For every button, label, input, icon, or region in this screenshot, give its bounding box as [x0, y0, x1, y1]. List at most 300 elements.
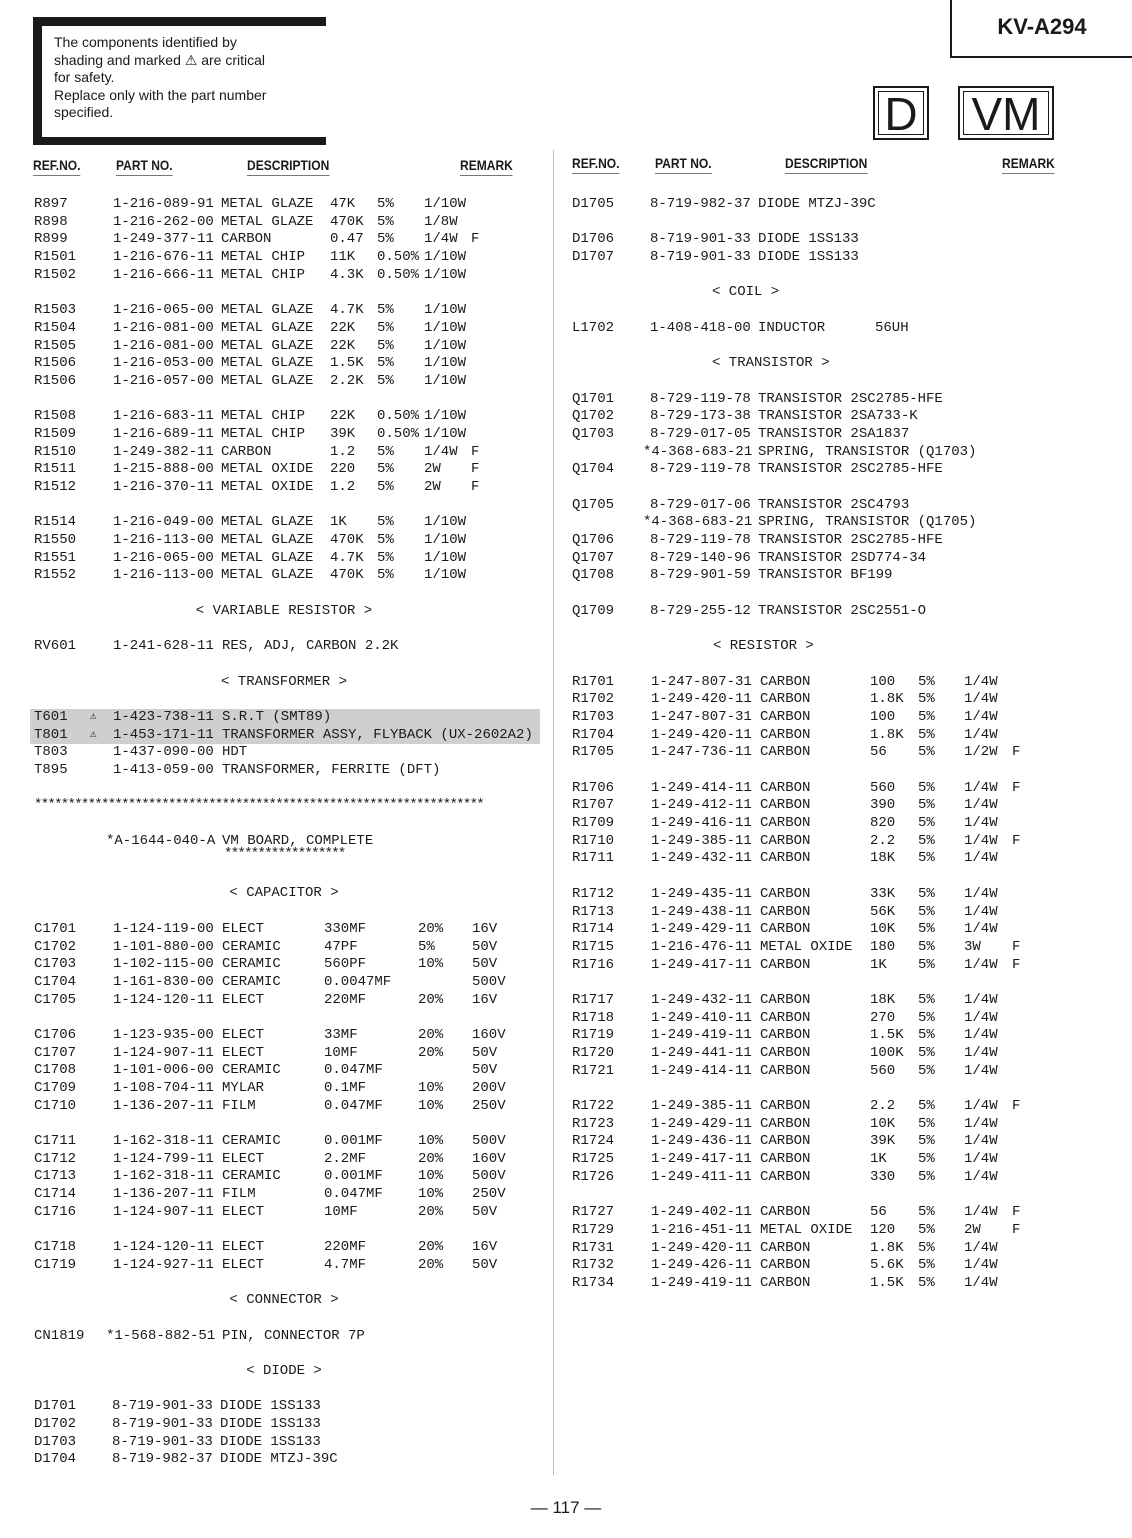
rating: 1/4W: [964, 1133, 998, 1150]
part-no: 1-247-807-31: [651, 673, 752, 690]
table-row: [34, 939, 534, 957]
value: 22K: [330, 319, 356, 336]
description: TRANSISTOR 2SC2785-HFE: [758, 532, 943, 549]
tag-vm: [958, 86, 1054, 140]
ref-no: T895: [34, 762, 68, 778]
voltage: 250V: [472, 1097, 506, 1114]
description: TRANSISTOR 2SA1837: [758, 425, 910, 442]
part-no: 1-249-429-11: [651, 921, 752, 938]
part-no: 1-216-081-00: [113, 337, 214, 354]
ref-no: R1511: [34, 461, 77, 478]
tolerance: 20%: [418, 991, 444, 1008]
table-row: [572, 1169, 1072, 1187]
description: CARBON: [760, 1257, 811, 1274]
column-divider: [553, 150, 554, 1475]
notice-line: for safety.: [54, 69, 115, 85]
description: CARBON: [760, 832, 811, 849]
tolerance: 5%: [918, 832, 935, 849]
value: 10MF: [324, 1044, 358, 1061]
table-row: [34, 1062, 534, 1080]
part-no: 1-162-318-11: [113, 1168, 214, 1185]
value: 5.6K: [870, 1257, 904, 1274]
tolerance: 5%: [377, 443, 394, 460]
voltage: 160V: [472, 1150, 506, 1167]
ref-no: T601: [34, 708, 68, 725]
table-row: [572, 744, 1072, 762]
value: 0.47: [330, 231, 364, 248]
rating: 1/4W: [964, 673, 998, 690]
part-no: 1-247-807-31: [651, 708, 752, 725]
voltage: 50V: [472, 1044, 498, 1061]
header-part-right: PART NO.: [655, 155, 712, 174]
ref-no: C1703: [34, 956, 77, 973]
ref-no: Q1705: [572, 496, 615, 513]
tolerance: 20%: [418, 1026, 444, 1043]
part-no: 1-249-432-11: [651, 991, 752, 1008]
description: METAL OXIDE: [760, 938, 853, 955]
table-row: [572, 815, 1072, 833]
tolerance: 0.50%: [377, 266, 420, 283]
table-row: [34, 1186, 534, 1204]
value: 1.2: [330, 443, 356, 460]
part-no: 1-249-426-11: [651, 1257, 752, 1274]
ref-no: R1550: [34, 532, 77, 549]
table-row: [34, 567, 534, 585]
tolerance: 5%: [918, 797, 935, 814]
description: SPRING, TRANSISTOR (Q1703): [758, 443, 977, 460]
remark: F: [1012, 744, 1021, 761]
header-ref-left: REF.NO.: [33, 157, 81, 176]
header-part-left: PART NO.: [116, 157, 173, 176]
tolerance: 10%: [418, 1186, 444, 1203]
tolerance: 5%: [377, 549, 394, 566]
ref-no: C1719: [34, 1256, 77, 1273]
l1702-row: [572, 320, 1072, 338]
value: 180: [870, 938, 896, 955]
part-no: 1-437-090-00: [113, 744, 214, 761]
part-no: 1-215-888-00: [113, 461, 214, 478]
tolerance: 5%: [918, 1133, 935, 1150]
ref-no: R1712: [572, 885, 615, 902]
tolerance: 5%: [918, 1221, 935, 1238]
ref-no: R1705: [572, 744, 615, 761]
description: ELECT: [222, 1026, 265, 1043]
ref-no: R1503: [34, 302, 77, 319]
board-stars-row: [34, 846, 534, 863]
table-row: [34, 1204, 534, 1222]
tolerance: 5%: [377, 479, 394, 495]
tolerance: 5%: [377, 302, 394, 319]
table-row: [34, 921, 534, 939]
value: 2.2MF: [324, 1150, 367, 1167]
ref-no: C1711: [34, 1133, 77, 1150]
tolerance: 10%: [418, 1080, 444, 1096]
table-row: [34, 461, 534, 479]
description: CERAMIC: [222, 938, 281, 955]
remark: F: [1012, 1204, 1021, 1221]
table-row: [34, 1168, 534, 1186]
value: 100K: [870, 1045, 904, 1061]
value: 470K: [330, 532, 364, 549]
rating: 2W: [424, 479, 441, 495]
voltage: 16V: [472, 920, 498, 937]
value: 22K: [330, 337, 356, 354]
value: 1.8K: [870, 691, 904, 708]
part-no: 1-216-049-00: [113, 514, 214, 531]
table-row: [34, 1416, 534, 1434]
ref-no: Q1709: [572, 602, 615, 619]
ref-no: R1701: [572, 673, 615, 690]
tolerance: 5%: [377, 372, 394, 389]
t803-row: [34, 744, 534, 762]
table-row: [34, 1098, 534, 1116]
ref-no: R1505: [34, 337, 77, 354]
tolerance: 10%: [418, 1097, 444, 1114]
rating: 1/4W: [964, 1009, 998, 1026]
part-no: 1-216-113-00: [113, 532, 214, 549]
group-r-d: [572, 992, 1072, 1080]
description: DIODE 1SS133: [758, 231, 859, 248]
value: 33MF: [324, 1026, 358, 1043]
ref-no: R1723: [572, 1115, 615, 1132]
value: 4.7MF: [324, 1256, 367, 1273]
part-no: 8-719-901-33: [112, 1433, 213, 1450]
rating: 1/10W: [424, 514, 467, 531]
part-no: 1-216-089-91: [113, 196, 214, 212]
value: 0.047MF: [324, 1097, 383, 1114]
part-no: 1-249-420-11: [651, 726, 752, 743]
description: TRANSFORMER ASSY, FLYBACK (UX-2602A2): [222, 726, 533, 743]
voltage: 200V: [472, 1080, 506, 1096]
ref-no: R1502: [34, 266, 77, 283]
part-no: 1-249-417-11: [651, 956, 752, 973]
value: 120: [870, 1221, 896, 1238]
description: ELECT: [222, 1203, 265, 1220]
rating: 1/4W: [964, 779, 998, 796]
part-no: 1-216-683-11: [113, 408, 214, 425]
part-no: 1-124-799-11: [113, 1150, 214, 1167]
table-row: [572, 691, 1072, 709]
ref-no: C1716: [34, 1203, 77, 1220]
description: METAL CHIP: [221, 249, 306, 266]
value: 1K: [870, 1151, 887, 1168]
value: 18K: [870, 850, 896, 867]
tolerance: 5%: [377, 213, 394, 230]
part-no: 1-216-065-00: [113, 302, 214, 319]
tolerance: 5%: [918, 691, 935, 708]
tolerance: 10%: [418, 1133, 444, 1150]
safety-highlight-block: [34, 709, 534, 744]
table-row: [572, 1116, 1072, 1134]
table-row: [34, 1239, 534, 1257]
value: 220MF: [324, 1239, 367, 1256]
voltage: 500V: [472, 973, 506, 990]
safety-notice: [33, 17, 326, 145]
ref-no: C1709: [34, 1080, 77, 1096]
value: 10MF: [324, 1203, 358, 1220]
rating: 1/10W: [424, 302, 467, 319]
rating: 1/4W: [964, 1257, 998, 1274]
ref-no: Q1701: [572, 390, 615, 407]
table-row: [572, 1257, 1072, 1275]
value: 4.3K: [330, 266, 364, 283]
description: ELECT: [222, 1256, 265, 1273]
table-row: [572, 249, 1072, 267]
tolerance: 5%: [918, 1009, 935, 1026]
section-capacitor: < CAPACITOR >: [229, 885, 339, 902]
rating: 1/4W: [964, 1168, 998, 1185]
value: 56K: [870, 903, 896, 920]
part-no: 1-408-418-00: [650, 319, 751, 336]
rating: 1/4W: [964, 832, 998, 849]
value: 22K: [330, 408, 356, 425]
description: METAL GLAZE: [221, 302, 314, 319]
tolerance: 5%: [377, 514, 394, 531]
table-row: [572, 992, 1072, 1010]
value: 470K: [330, 567, 364, 584]
remark: F: [1012, 938, 1021, 955]
ref-no: CN1819: [34, 1327, 85, 1344]
ref-no: R899: [34, 231, 68, 248]
tolerance: 5%: [918, 1115, 935, 1132]
ref-no: R1501: [34, 249, 77, 266]
ref-no: C1701: [34, 920, 77, 937]
description: CARBON: [760, 1151, 811, 1168]
ref-no: R1734: [572, 1274, 615, 1291]
rating: 1/4W: [964, 726, 998, 743]
remark: F: [1012, 956, 1021, 973]
description: TRANSISTOR 2SD774-34: [758, 549, 927, 566]
value: 2.2: [870, 832, 896, 849]
description: CARBON: [760, 850, 811, 867]
value: 47K: [330, 196, 356, 212]
table-row: [572, 904, 1072, 922]
tolerance: 5%: [918, 726, 935, 743]
tag-d-label: D: [878, 91, 924, 135]
description: DIODE 1SS133: [758, 249, 859, 266]
part-no: 1-216-081-00: [113, 319, 214, 336]
rating: 1/4W: [964, 797, 998, 814]
ref-no: R1717: [572, 991, 615, 1008]
rating: 1/10W: [424, 337, 467, 354]
section-connector: < CONNECTOR >: [229, 1292, 339, 1309]
value: 1.5K: [330, 355, 364, 372]
table-row: [34, 249, 534, 267]
description: METAL GLAZE: [221, 196, 314, 212]
part-no: 8-729-017-06: [650, 496, 751, 513]
tolerance: 20%: [418, 1150, 444, 1167]
table-row: [572, 1222, 1072, 1240]
ref-no: R1726: [572, 1168, 615, 1185]
description: METAL CHIP: [221, 425, 306, 442]
notice-line: The components identified by: [54, 34, 237, 50]
table-row: [34, 267, 534, 285]
remark: F: [1012, 1098, 1021, 1115]
table-row: [572, 1151, 1072, 1169]
part-no: 1-249-402-11: [651, 1204, 752, 1221]
ref-no: R1706: [572, 779, 615, 796]
ref-no: R1718: [572, 1009, 615, 1026]
voltage: 500V: [472, 1133, 506, 1150]
description: CARBON: [760, 991, 811, 1008]
description: METAL GLAZE: [221, 567, 314, 584]
value: 1.2: [330, 479, 356, 495]
rating: 1/8W: [424, 213, 458, 230]
description: ELECT: [222, 1239, 265, 1256]
safety-warning-icon: ⚠: [90, 728, 97, 741]
value: 2.2: [870, 1098, 896, 1115]
part-no: 1-101-006-00: [113, 1062, 214, 1079]
description: TRANSISTOR 2SC2551-O: [758, 602, 927, 619]
description: DIODE 1SS133: [220, 1433, 321, 1450]
table-row: [572, 231, 1072, 249]
ref-no: C1708: [34, 1062, 77, 1079]
ref-no: R1721: [572, 1062, 615, 1079]
description: METAL CHIP: [221, 408, 306, 425]
ref-no: D1707: [572, 249, 615, 266]
ref-no: D1702: [34, 1416, 77, 1433]
tolerance: 5%: [918, 1168, 935, 1185]
tolerance: 5%: [918, 744, 935, 761]
part-no: 1-249-429-11: [651, 1115, 752, 1132]
voltage: 50V: [472, 956, 498, 973]
ref-no: Q1707: [572, 549, 615, 566]
description: ELECT: [222, 1044, 265, 1061]
table-row: [572, 727, 1072, 745]
part-no: 1-249-414-11: [651, 779, 752, 796]
ref-no: R1711: [572, 850, 615, 867]
rating: 1/4W: [424, 443, 458, 460]
ref-no: R1722: [572, 1098, 615, 1115]
table-row: [572, 1045, 1072, 1063]
description: CARBON: [760, 1204, 811, 1221]
tolerance: 5%: [377, 355, 394, 372]
part-no: 1-249-385-11: [651, 1098, 752, 1115]
remark: F: [1012, 832, 1021, 849]
description: DIODE 1SS133: [220, 1416, 321, 1433]
page-number: — 117 —: [530, 1498, 602, 1517]
description: CARBON: [760, 726, 811, 743]
part-no: 1-249-411-11: [651, 1168, 752, 1185]
description: TRANSFORMER, FERRITE (DFT): [222, 762, 441, 778]
table-row: [34, 338, 534, 356]
ref-no: T803: [34, 744, 68, 761]
table-row: [572, 1010, 1072, 1028]
description: CARBON: [760, 1062, 811, 1079]
table-row: [34, 426, 534, 444]
table-row: [572, 444, 1072, 462]
tolerance: 5%: [377, 567, 394, 584]
description: ELECT: [222, 991, 265, 1008]
rating: 1/4W: [964, 885, 998, 902]
part-no: *4-368-683-21: [643, 514, 753, 531]
value: 39K: [870, 1133, 896, 1150]
ref-no: R1731: [572, 1239, 615, 1256]
rating: 1/10W: [424, 196, 467, 212]
ref-no: C1710: [34, 1097, 77, 1114]
voltage: 50V: [472, 1062, 498, 1079]
tolerance: 5%: [918, 885, 935, 902]
table-row: [34, 1151, 534, 1169]
description: CARBON: [760, 1027, 811, 1044]
table-row: [572, 567, 1072, 585]
tolerance: 5%: [918, 956, 935, 973]
part-no: 1-423-738-11: [113, 708, 214, 725]
value: 10K: [870, 921, 896, 938]
t601-row: [34, 709, 534, 727]
ref-no: T801: [34, 726, 68, 743]
description: CERAMIC: [222, 973, 281, 990]
part-no: 1-124-907-11: [113, 1044, 214, 1061]
ref-no: R1506: [34, 355, 77, 372]
description: METAL OXIDE: [760, 1221, 853, 1238]
rv601-row: [34, 638, 534, 656]
description: CARBON: [760, 1115, 811, 1132]
ref-no: C1702: [34, 938, 77, 955]
value: 11K: [330, 249, 356, 266]
value: 4.7K: [330, 302, 364, 319]
tolerance: 5%: [918, 708, 935, 725]
part-no: 8-719-901-33: [112, 1398, 213, 1415]
part-no: 8-719-901-33: [112, 1416, 213, 1433]
part-no: 1-249-419-11: [651, 1027, 752, 1044]
ref-no: C1714: [34, 1186, 77, 1203]
rating: 2W: [424, 461, 441, 478]
safety-warning-icon: ⚠: [90, 710, 97, 723]
description: FILM: [222, 1097, 256, 1114]
table-row: [34, 550, 534, 568]
rating: 1/4W: [964, 1045, 998, 1061]
ref-no: R1512: [34, 479, 77, 495]
ref-no: R1713: [572, 903, 615, 920]
part-no: 1-216-065-00: [113, 549, 214, 566]
description: RES, ADJ, CARBON 2.2K: [222, 638, 399, 655]
part-no: 1-249-417-11: [651, 1151, 752, 1168]
tolerance: 5%: [918, 938, 935, 955]
tolerance: 5%: [918, 1204, 935, 1221]
ref-no: R1725: [572, 1151, 615, 1168]
tolerance: 20%: [418, 1256, 444, 1273]
description: MYLAR: [222, 1080, 265, 1096]
table-row: [572, 1204, 1072, 1222]
rating: 1/10W: [424, 249, 467, 266]
voltage: 16V: [472, 1239, 498, 1256]
group-d-b: [572, 231, 1072, 266]
description: CARBON: [221, 443, 272, 460]
ref-no: R1514: [34, 514, 77, 531]
ref-no: Q1702: [572, 408, 615, 425]
table-row: [34, 514, 534, 532]
tolerance: 5%: [918, 850, 935, 867]
header-ref-right: REF.NO.: [572, 155, 620, 174]
group-r-c: [572, 886, 1072, 974]
table-row: [572, 391, 1072, 409]
tolerance: 5%: [418, 938, 435, 955]
tolerance: 0.50%: [377, 249, 420, 266]
voltage: 50V: [472, 1256, 498, 1273]
description: HDT: [222, 744, 248, 761]
description: METAL GLAZE: [221, 213, 314, 230]
table-row: [572, 957, 1072, 975]
group-r-a: [572, 674, 1072, 762]
table-row: [572, 1098, 1072, 1116]
rating: 1/4W: [964, 691, 998, 708]
value: 2.2K: [330, 372, 364, 389]
part-no: 1-249-436-11: [651, 1133, 752, 1150]
description: CARBON: [760, 815, 811, 832]
ref-no: R1719: [572, 1027, 615, 1044]
description: FILM: [222, 1186, 256, 1203]
